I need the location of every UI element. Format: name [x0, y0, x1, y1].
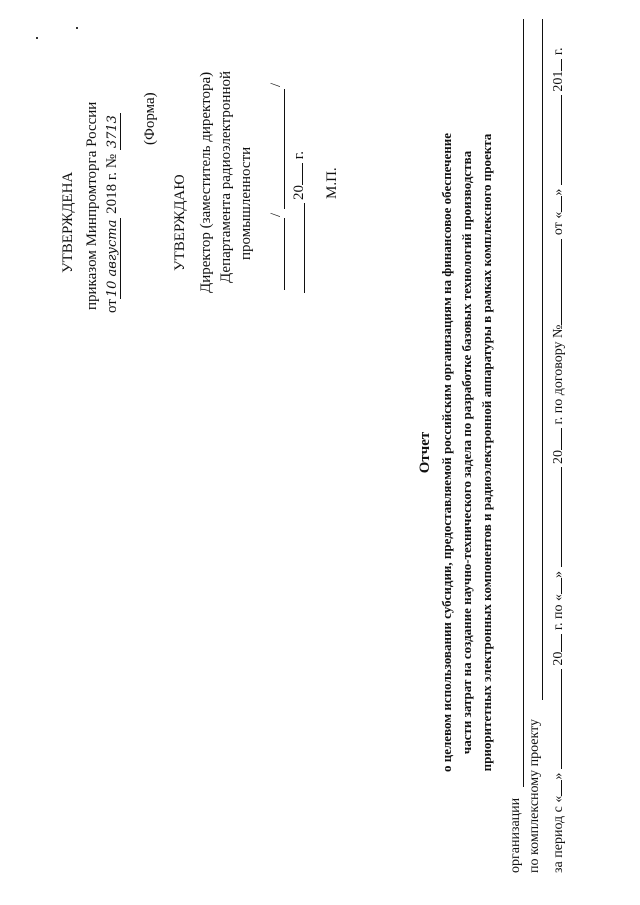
- handwritten-date: 10 августа: [105, 219, 120, 298]
- signature-line-right: [284, 89, 285, 209]
- handwritten-number: 3713: [105, 115, 120, 149]
- approve-heading: УТВЕРЖДАЮ: [172, 174, 188, 271]
- signature-slash-1: /: [268, 212, 284, 217]
- report-title-line-1: о целевом использовании субсидии, предоставляемой российским организациям на финансовое обеспечение: [439, 133, 454, 772]
- signature-line-left: [284, 218, 285, 290]
- organization-label: организации: [508, 797, 523, 873]
- approved-heading: УТВЕРЖДЕНА: [60, 171, 76, 273]
- approve-date-year: 20 г.: [288, 151, 308, 200]
- report-title-line-2: части затрат на создание научно-технического задела по разработке базовых технологий производства: [459, 150, 474, 755]
- stamp-label: М.П.: [324, 167, 340, 199]
- approve-line-3: промышленности: [238, 146, 254, 260]
- organization-blank: [523, 19, 524, 787]
- approve-line-1: Директор (заместитель директора): [198, 71, 214, 293]
- report-title: Отчет: [417, 431, 433, 474]
- period-line: за период с «» 20 г. по «» 20 г. по договору № от «» 201 г.: [547, 47, 567, 873]
- approve-date-blank: [304, 203, 305, 293]
- project-label: по комплексному проекту: [527, 718, 542, 873]
- project-blank: [542, 19, 543, 700]
- report-title-line-3: приоритетных электронных компонентов и радиоэлектронной аппаратуры в рамках комплексного проекта: [479, 133, 494, 772]
- scan-speck: [36, 37, 38, 39]
- scan-speck: [76, 27, 78, 29]
- approve-line-2: Департамента радиоэлектронной: [218, 71, 234, 283]
- approved-order-line: приказом Минпромторга России: [84, 101, 100, 310]
- signature-slash-2: /: [268, 82, 284, 87]
- form-label: (Форма): [142, 92, 158, 145]
- approved-date-line: от10 августа 2018 г. № 3713: [104, 115, 120, 313]
